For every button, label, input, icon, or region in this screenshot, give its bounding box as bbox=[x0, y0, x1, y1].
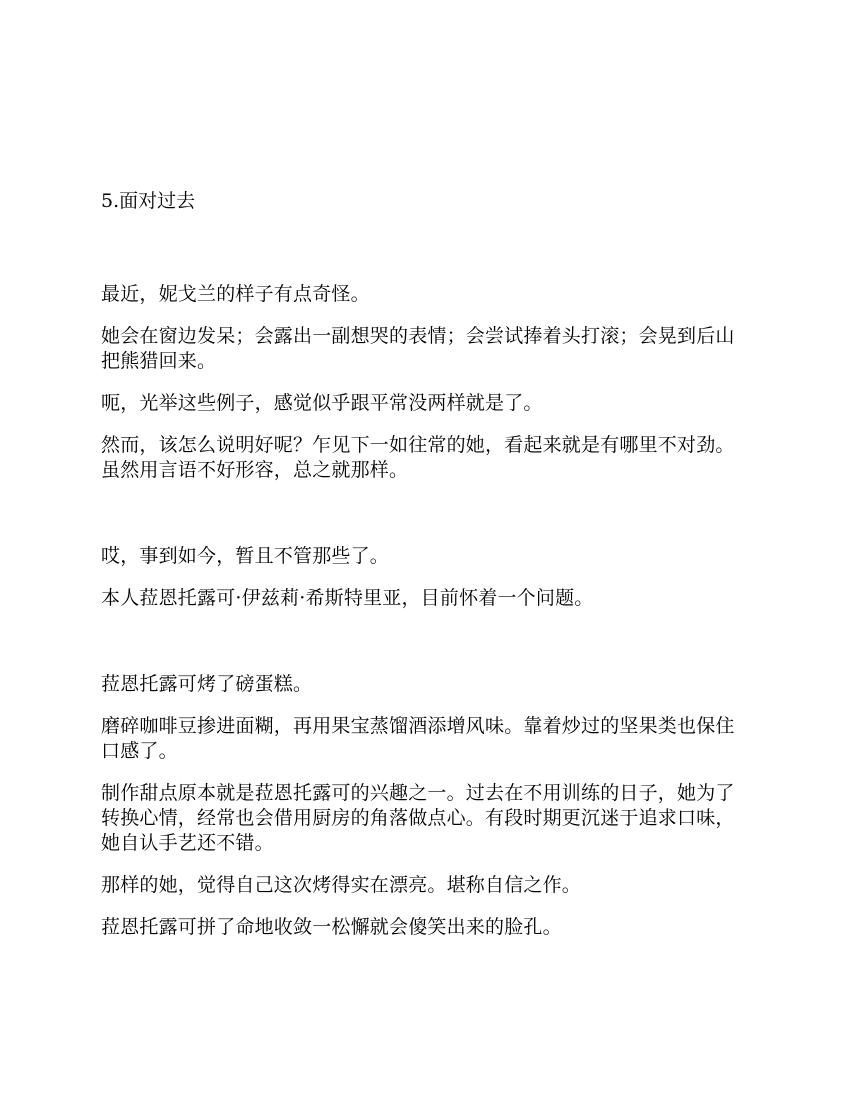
section-break bbox=[101, 500, 751, 544]
chapter-title: 5.面对过去 bbox=[101, 190, 196, 212]
section-break bbox=[101, 628, 751, 672]
section-2 bbox=[101, 544, 751, 611]
paragraph: 最近，妮戈兰的样子有点奇怪。 bbox=[101, 283, 370, 305]
paragraph: 然而，该怎么说明好呢？乍见下一如往常的她，看起来就是有哪里不对劲。虽然用言语不好形容，总之就那样。 bbox=[101, 434, 735, 481]
paragraph: 本人菈恩托露可·伊兹莉·希斯特里亚，目前怀着一个问题。 bbox=[101, 587, 594, 609]
section-3 bbox=[101, 672, 751, 940]
paragraph: 菈恩托露可烤了磅蛋糕。 bbox=[101, 673, 313, 695]
paragraph: 制作甜点原本就是菈恩托露可的兴趣之一。过去在不用训练的日子，她为了转换心情，经常也会借用厨房的角落做点心。有段时期更沉迷于追求口味，她自认手艺还不错。 bbox=[101, 782, 735, 854]
section-1 bbox=[101, 282, 751, 483]
paragraph: 呃，光举这些例子，感觉似乎跟平常没两样就是了。 bbox=[101, 392, 543, 414]
paragraph: 哎，事到如今，暂且不管那些了。 bbox=[101, 545, 390, 567]
document-page bbox=[101, 187, 751, 957]
paragraph: 她会在窗边发呆；会露出一副想哭的表情；会尝试捧着头打滚；会晃到后山把熊猎回来。 bbox=[101, 325, 735, 372]
paragraph: 磨碎咖啡豆掺进面糊，再用果宝蒸馏酒添增风味。靠着炒过的坚果类也保住口感了。 bbox=[101, 715, 735, 762]
paragraph: 那样的她，觉得自己这次烤得实在漂亮。堪称自信之作。 bbox=[101, 874, 582, 896]
paragraph: 菈恩托露可拼了命地收敛一松懈就会傻笑出来的脸孔。 bbox=[101, 916, 562, 938]
